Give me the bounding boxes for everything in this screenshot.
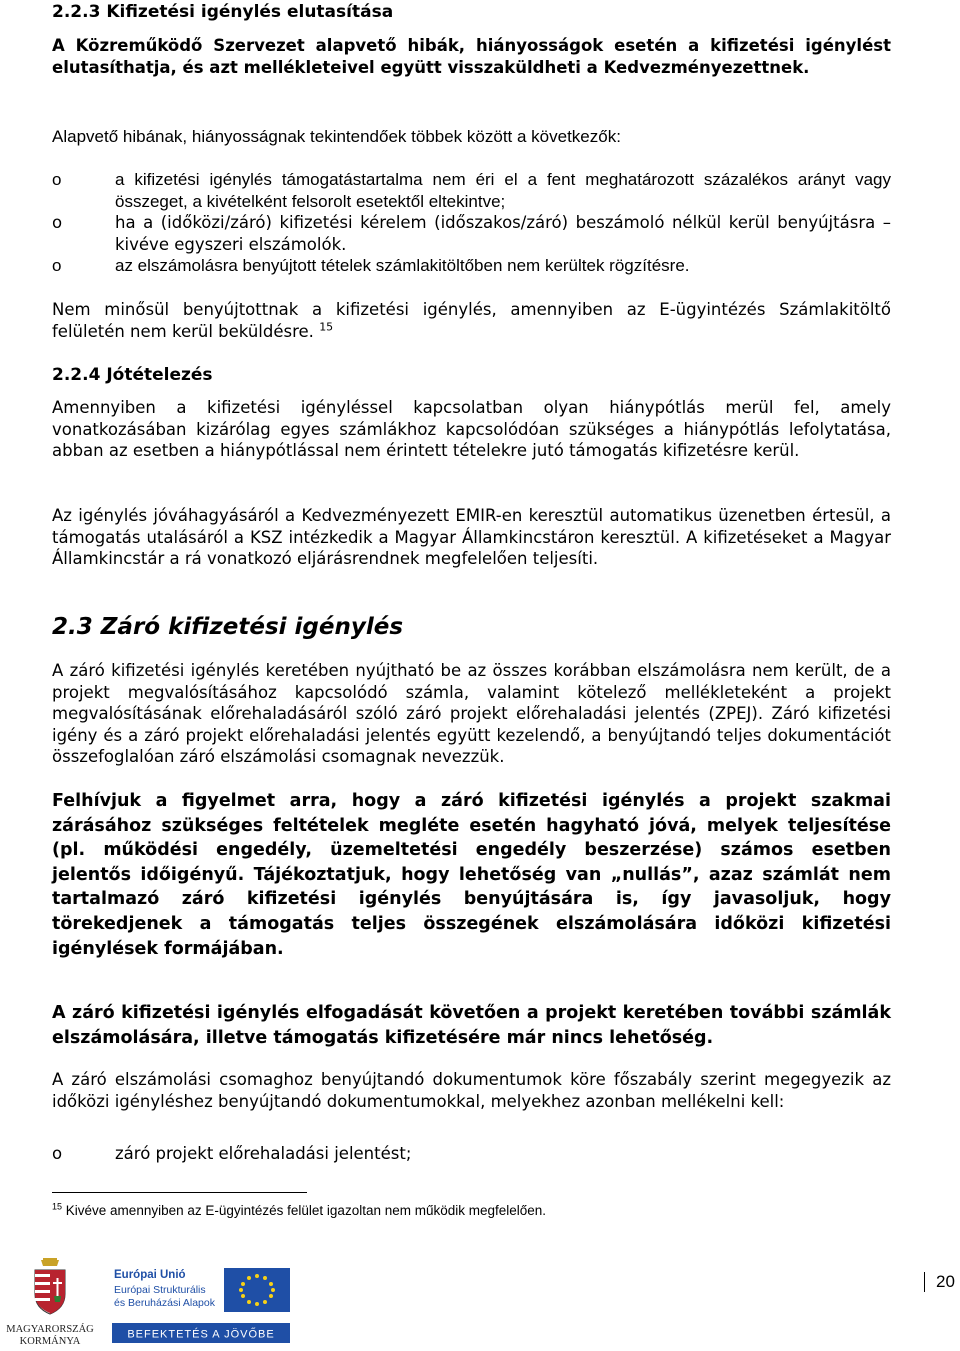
not-submitted-paragraph: Nem minősül benyújtottnak a kifizetési igénylés, amennyiben az E-ügyintézés Számlakitöltő felületén nem kerül beküldésre. $^{15}$ — [52, 300, 891, 341]
final-claim-paragraph: A záró kifizetési igénylés keretében nyújtható be az összes korábban elszámolásra nem került, de a projekt megvalósításához kapcsolódó számla, valamint kötelező mellékleteként a projekt megvalósításának előrehaladásáról szóló záró projekt előrehaladási jelentés (ZPEJ). Záró kifizetési igény és a záró projekt előrehaladási jelentés együtt kezelendő, a benyújtandó teljes dokumentációt összefoglalóan záró elszámolási csomagnak nevezzük. — [52, 661, 891, 766]
crest-caption-2: KORMÁNYA — [19, 1336, 81, 1347]
crest-caption-1: MAGYARORSZÁG — [6, 1324, 94, 1335]
approval-paragraph: Az igénylés jóváhagyásáról a Kedvezményezett EMIR-en keresztül automatikus üzenetben értesül, a támogatás utalásáról a KSZ intézkedik a Magyar Államkincstáron keresztül. A kifizetéseket a Magyar Államkincstár a rá vonatkozó eljárásrendnek megfelelően teljesíti. — [52, 506, 891, 568]
attention-paragraph: Felhívjuk a figyelmet arra, hogy a záró kifizetési igénylés a projekt szakmai zárásához szükséges feltételek megléte esetén hagyható jóvá, melyek teljesítése (pl. működési engedély, üzemeltetési engedély beszerzése) számos esetben jelentős időigényű. Tájékoztatjuk, hogy lehetőség van „nullás”, azaz számlát nem tartalmazó záró kifizetési igénylés benyújtására is, így javasoljuk, hogy törekedjenek a támogatás teljes összegének elszámolására időközi kifizetési igénylések formájában. — [52, 791, 891, 959]
eu-flag-icon — [224, 1268, 290, 1312]
bullet-o: o — [52, 213, 63, 232]
eu-line-2: Európai Strukturális — [114, 1284, 206, 1296]
basic-errors-intro: Alapvető hibának, hiányosságnak tekintendőek többek között a következők: — [52, 127, 621, 146]
section-heading-2-2-3: 2.2.3 Kifizetési igénylés elutasítása — [52, 2, 394, 22]
section-heading-2-3: 2.3 Záró kifizetési igénylés — [52, 614, 404, 640]
package-items-list — [52, 1143, 891, 1165]
list-item: o az elszámolásra benyújtott tételek számlakitöltőben nem kerültek rögzítésre. — [52, 256, 690, 275]
rejection-intro-paragraph: A Közreműködő Szervezet alapvető hibák, hiányosságok esetén a kifizetési igénylést elutasíthatja, és azt mellékleteivel együtt visszaküldheti a Kedvezményezettnek. — [52, 36, 891, 77]
hungarian-government-crest-logo — [5, 1256, 95, 1348]
footnote-separator — [52, 1192, 307, 1193]
eu-banner-text: BEFEKTETÉS A JÖVŐBE — [127, 1328, 275, 1341]
list-item: o ha a (időközi/záró) kifizetési kérelem (időszakos/záró) beszámoló nélkül kerül benyújtásra – kivéve egyszeri elszámolók. — [52, 213, 891, 254]
bullet-o: o — [52, 170, 62, 189]
bullet-o: o — [52, 256, 62, 275]
footnote-reference[interactable]: 15 — [319, 320, 334, 333]
bullet-o: o — [52, 1144, 63, 1163]
list-item: o záró projekt előrehaladási jelentést; — [52, 1144, 412, 1163]
crest-icon — [35, 1258, 65, 1314]
basic-errors-list — [52, 169, 891, 277]
list-item: o a kifizetési igénylés támogatástartalma nem éri el a fent meghatározott százalékos arányt vagy összeget, a kivételként felsorolt esetektől eltekintve; — [52, 170, 891, 211]
jotetelezes-paragraph: Amennyiben a kifizetési igényléssel kapcsolatban olyan hiánypótlás merül fel, amely vonatkozásában kizárólag egyes számlákhoz kapcsolódóan szükséges a hiánypótlás lefolytatása, abban az esetben a hiánypótlással nem érintett tételekre jutó támogatás kifizetésre kerül. — [52, 398, 891, 460]
page-number: 20 — [936, 1272, 955, 1291]
section-heading-2-2-4: 2.2.4 Jótételezés — [52, 365, 213, 385]
footnote — [52, 1202, 892, 1220]
eu-line-3: és Beruházási Alapok — [114, 1297, 215, 1309]
footnote-number: 15 — [52, 1201, 63, 1212]
eu-funds-logo — [112, 1266, 292, 1346]
eu-title: Európai Unió — [114, 1269, 186, 1281]
footnote-text: Kivéve amennyiben az E-ügyintézés felület igazoltan nem működik megfelelően. — [65, 1203, 547, 1218]
after-acceptance-paragraph: A záró kifizetési igénylés elfogadását követően a projekt keretében további számlák elszámolására, illetve támogatás kifizetésére már nincs lehetőség. — [52, 1003, 891, 1048]
page-number-divider — [924, 1272, 925, 1292]
package-intro-paragraph: A záró elszámolási csomaghoz benyújtandó dokumentumok köre főszabály szerint megegyezik az időközi igényléshez benyújtandó dokumentumokkal, melyekhez azonban mellékelni kell: — [52, 1070, 891, 1111]
